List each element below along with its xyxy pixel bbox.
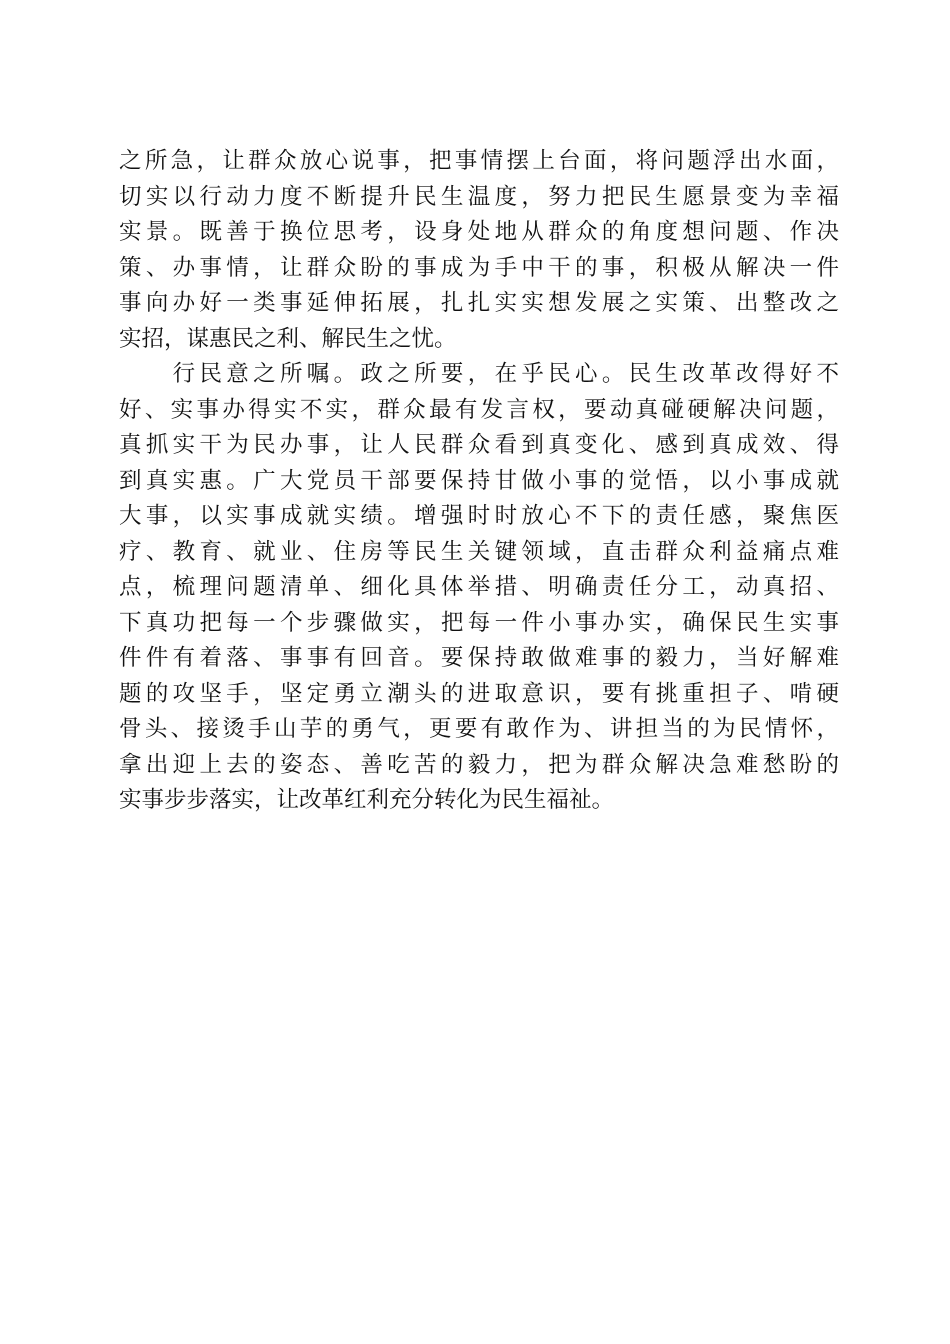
text-line: 下真功把每一个步骤做实，把每一件小事办实，确保民生实事 [119,609,839,636]
paragraph-1 [119,144,839,357]
text-line: 疗、教育、就业、住房等民生关键领域，直击群众利益痛点难 [119,538,839,565]
text-line: 事向办好一类事延伸拓展，扎扎实实想发展之实策、出整改之 [119,290,839,316]
text-line: 真抓实干为民办事，让人民群众看到真变化、感到真成效、得 [119,432,839,458]
text-line: 实事步步落实，让改革红利充分转化为民生福祉。 [119,787,615,813]
paragraph-2 [119,357,839,819]
text-line: 策、办事情，让群众盼的事成为手中干的事，积极从解决一件 [119,254,839,281]
text-line: 到真实惠。广大党员干部要保持甘做小事的觉悟，以小事成就 [119,467,839,494]
text-line: 切实以行动力度不断提升民生温度，努力把民生愿景变为幸福 [119,183,839,210]
text-line: 好、实事办得实不实，群众最有发言权，要动真碰硬解决问题， [119,396,839,423]
text-line: 骨头、接烫手山芋的勇气，更要有敢作为、讲担当的为民情怀， [119,716,839,742]
document-body [119,144,839,819]
text-line: 点，梳理问题清单、细化具体举措、明确责任分工，动真招、 [119,574,839,600]
text-line: 拿出迎上去的姿态、善吃苦的毅力，把为群众解决急难愁盼的 [119,751,839,778]
text-line: 行民意之所嘱。政之所要，在乎民心。民生改革改得好不 [119,361,839,387]
text-line: 题的攻坚手，坚定勇立潮头的进取意识，要有挑重担子、啃硬 [119,680,839,707]
text-line: 之所急，让群众放心说事，把事情摆上台面，将问题浮出水面， [119,148,839,174]
text-line: 实景。既善于换位思考，设身处地从群众的角度想问题、作决 [119,219,839,245]
text-line: 大事，以实事成就实绩。增强时时放心不下的责任感，聚焦医 [119,503,839,529]
text-line: 件件有着落、事事有回音。要保持敢做难事的毅力，当好解难 [119,645,839,671]
text-line: 实招，谋惠民之利、解民生之忧。 [119,325,457,352]
